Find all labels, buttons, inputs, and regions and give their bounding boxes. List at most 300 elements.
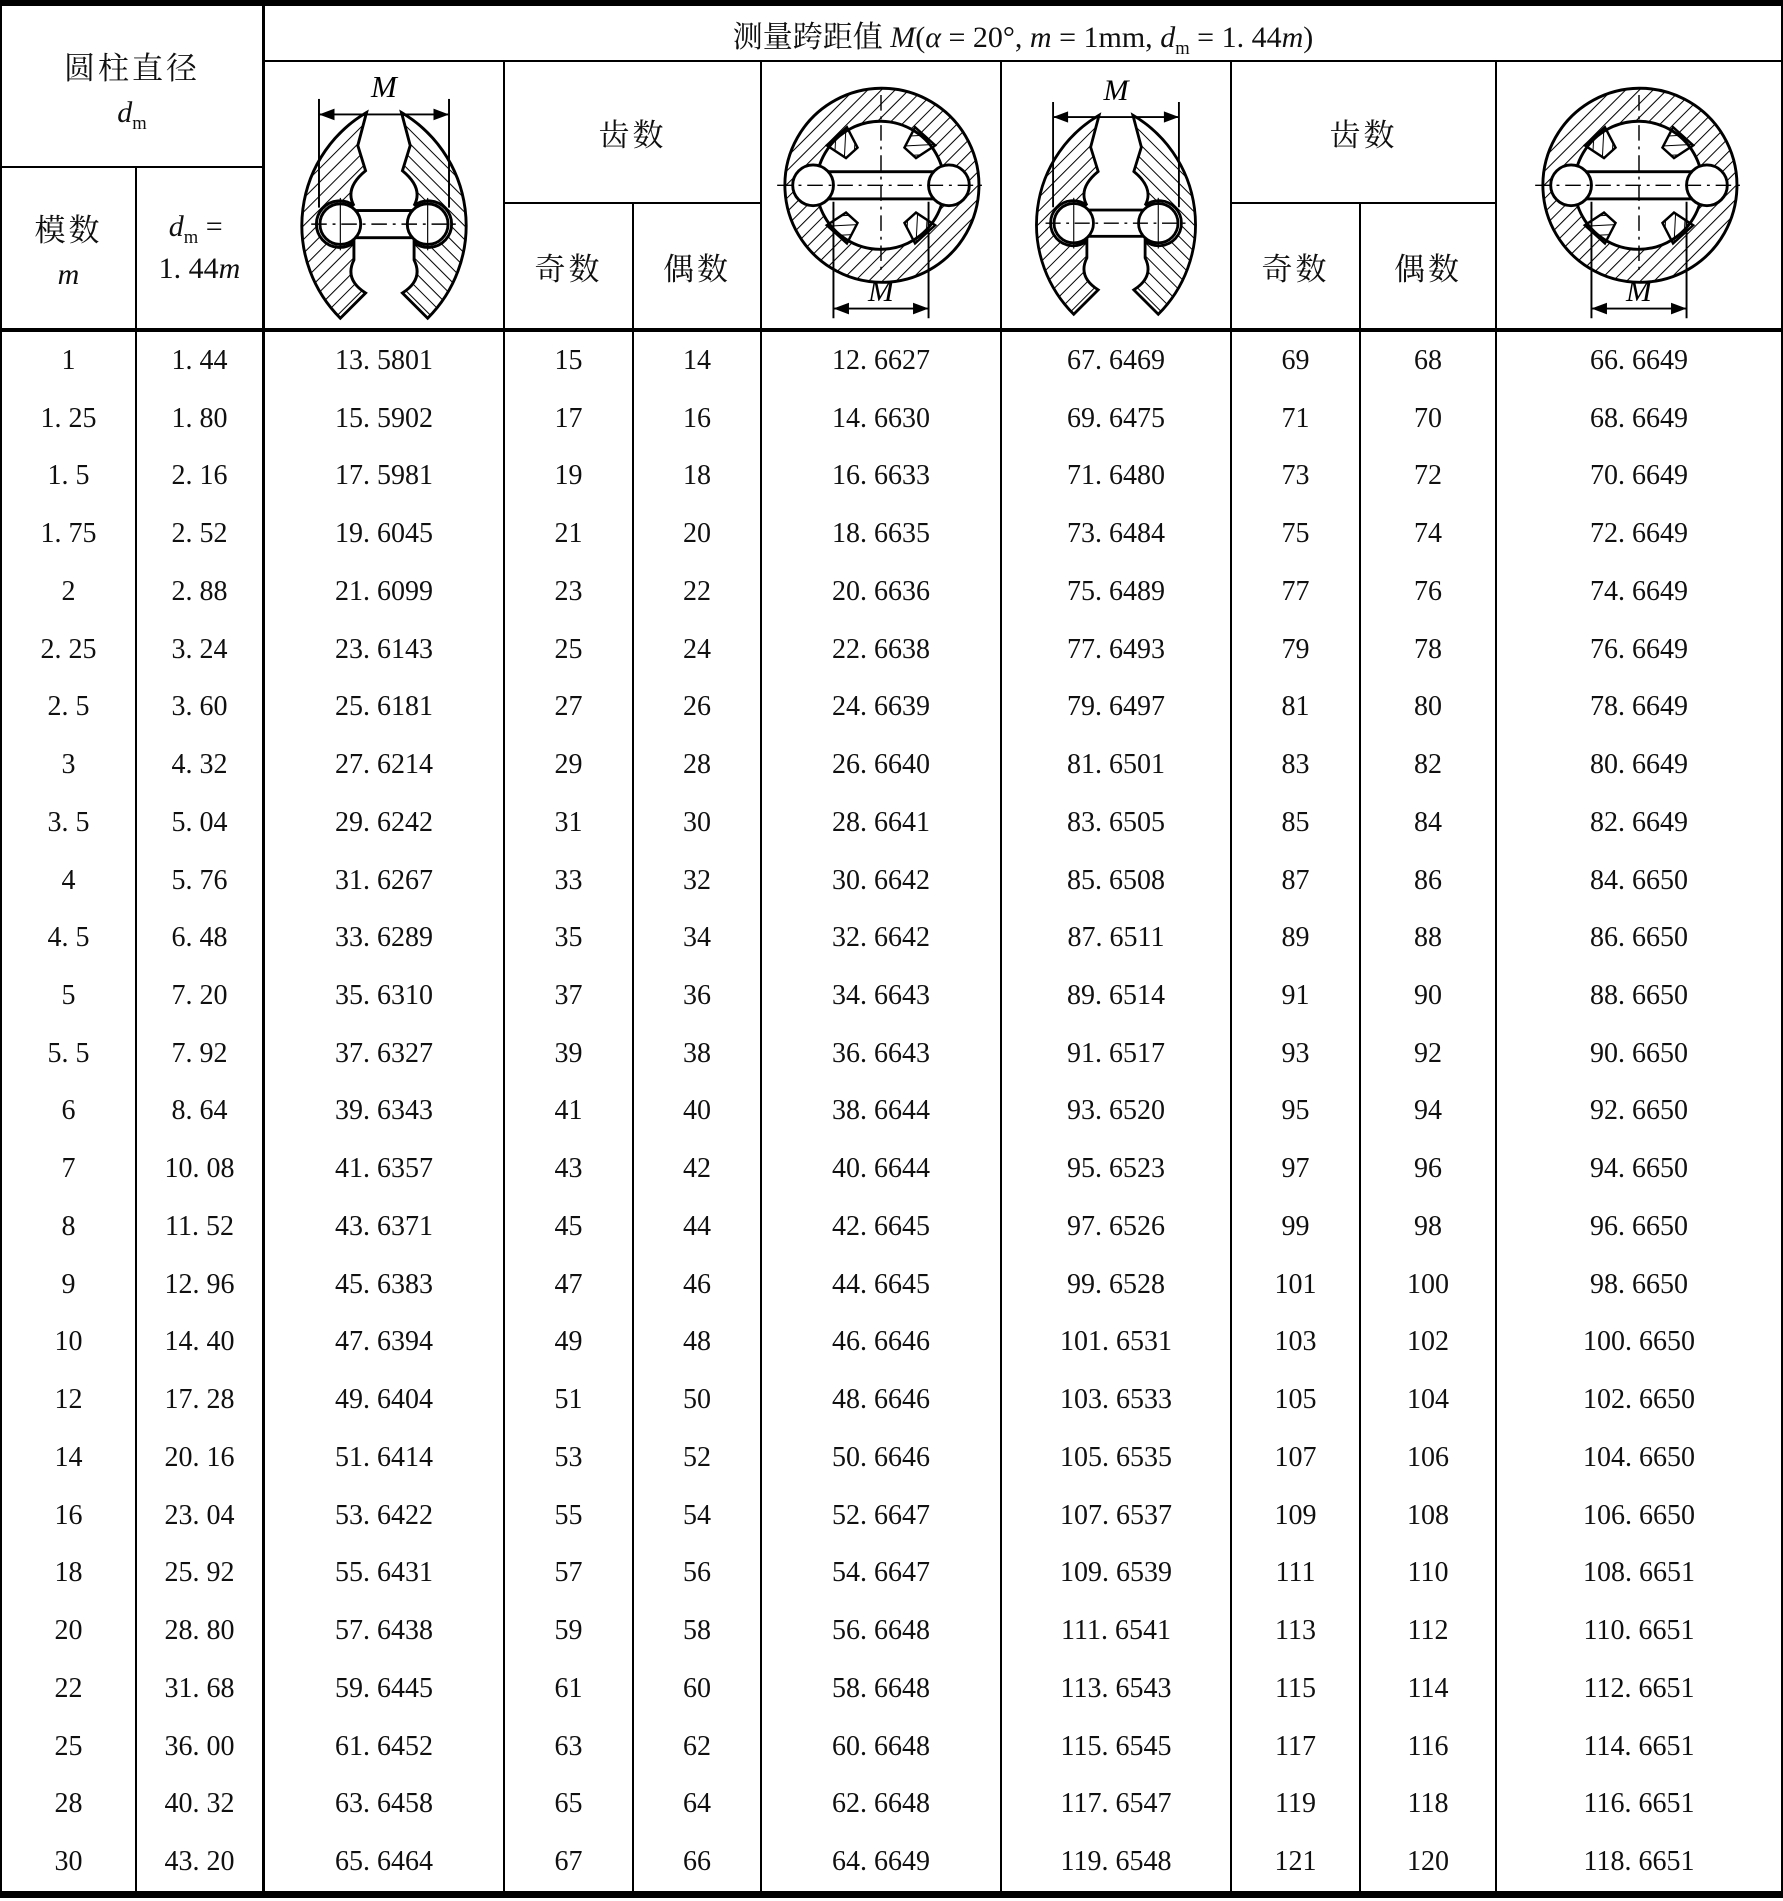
dm-formula-line2: 1. 44 m xyxy=(158,252,241,285)
table-title: 测量跨距值 M ( α = 20°, m = 1mm, d m = 1. 44 m ) xyxy=(265,6,1781,62)
cell-span-M-ext-2: 91. 6517 xyxy=(1002,1025,1232,1083)
cell-span-M-int-1: 20. 6636 xyxy=(762,563,1002,621)
cell-span-M-int-1: 40. 6644 xyxy=(762,1140,1002,1198)
dimension-M-label: M xyxy=(1626,272,1652,308)
cell-span-M-ext-1: 57. 6438 xyxy=(265,1602,505,1660)
cell-teeth-odd-2: 93 xyxy=(1232,1025,1361,1083)
cell-span-M-int-1: 54. 6647 xyxy=(762,1545,1002,1603)
cell-teeth-even-2: 74 xyxy=(1361,505,1497,563)
cell-cylinder-dm: 2. 52 xyxy=(137,505,265,563)
cell-teeth-odd-1: 23 xyxy=(505,563,634,621)
cell-cylinder-dm: 5. 04 xyxy=(137,794,265,852)
cell-teeth-odd-2: 91 xyxy=(1232,967,1361,1025)
header-teeth-count-right: 齿数 xyxy=(1232,62,1497,204)
cell-span-M-ext-1: 53. 6422 xyxy=(265,1487,505,1545)
cell-teeth-odd-2: 115 xyxy=(1232,1660,1361,1718)
cell-span-M-int-2: 76. 6649 xyxy=(1590,633,1688,665)
cell-teeth-odd-1: 31 xyxy=(505,794,634,852)
cell-teeth-even-2: 118 xyxy=(1361,1776,1497,1834)
diagram-external-gear-left xyxy=(265,62,505,332)
cell-cylinder-dm: 3. 24 xyxy=(137,621,265,679)
cell-teeth-odd-1: 45 xyxy=(505,1198,634,1256)
cell-span-M-ext-2: 75. 6489 xyxy=(1002,563,1232,621)
cell-span-M-ext-1: 41. 6357 xyxy=(265,1140,505,1198)
cell-teeth-even-2: 120 xyxy=(1361,1833,1497,1891)
cell-teeth-odd-2: 117 xyxy=(1232,1718,1361,1776)
cell-span-M-ext-2: 93. 6520 xyxy=(1002,1083,1232,1141)
cell-span-M-int-2: 66. 6649 xyxy=(1590,344,1688,376)
cell-span-M-int-2: 118. 6651 xyxy=(1583,1846,1695,1878)
cell-teeth-even-1: 64 xyxy=(634,1776,762,1834)
cell-modulus-m: 5. 5 xyxy=(2,1025,137,1083)
cell-modulus-m: 4 xyxy=(2,852,137,910)
header-even-right: 偶数 xyxy=(1361,204,1497,332)
cell-teeth-even-1: 42 xyxy=(634,1140,762,1198)
cell-teeth-even-2: 98 xyxy=(1361,1198,1497,1256)
dm-formula-line1: d m = xyxy=(168,210,231,248)
cell-span-M-int-2: 94. 6650 xyxy=(1590,1153,1688,1185)
cell-cylinder-dm: 14. 40 xyxy=(137,1314,265,1372)
dimension-M-label: M xyxy=(1103,73,1129,108)
module-symbol: m xyxy=(57,257,80,291)
cell-teeth-odd-1: 25 xyxy=(505,621,634,679)
cell-teeth-odd-1: 39 xyxy=(505,1025,634,1083)
cell-teeth-odd-2: 107 xyxy=(1232,1429,1361,1487)
cell-span-M-int-1: 44. 6645 xyxy=(762,1256,1002,1314)
cell-modulus-m: 1. 75 xyxy=(2,505,137,563)
cell-span-M-ext-1: 35. 6310 xyxy=(265,967,505,1025)
cell-span-M-int-2: 82. 6649 xyxy=(1590,806,1688,838)
cell-span-M-int-2: 74. 6649 xyxy=(1590,575,1688,607)
cell-modulus-m: 1. 5 xyxy=(2,447,137,505)
cell-modulus-m: 3. 5 xyxy=(2,794,137,852)
cell-teeth-odd-1: 57 xyxy=(505,1545,634,1603)
cell-teeth-even-2: 114 xyxy=(1361,1660,1497,1718)
cell-span-M-ext-1: 63. 6458 xyxy=(265,1776,505,1834)
cell-span-M-ext-2: 119. 6548 xyxy=(1002,1833,1232,1891)
cell-teeth-even-1: 36 xyxy=(634,967,762,1025)
cell-span-M-ext-2: 89. 6514 xyxy=(1002,967,1232,1025)
cell-cylinder-dm: 12. 96 xyxy=(137,1256,265,1314)
cell-span-M-int-1: 64. 6649 xyxy=(762,1833,1002,1891)
cell-teeth-odd-2: 81 xyxy=(1232,678,1361,736)
cell-teeth-even-1: 34 xyxy=(634,909,762,967)
cell-teeth-even-1: 40 xyxy=(634,1083,762,1141)
cell-span-M-int-2: 88. 6650 xyxy=(1590,980,1688,1011)
cell-span-M-ext-2: 103. 6533 xyxy=(1002,1371,1232,1429)
cell-teeth-even-2: 68 xyxy=(1361,332,1497,390)
cell-span-M-ext-1: 55. 6431 xyxy=(265,1545,505,1603)
cell-cylinder-dm: 5. 76 xyxy=(137,852,265,910)
cell-span-M-int-1: 28. 6641 xyxy=(762,794,1002,852)
cell-modulus-m: 20 xyxy=(2,1602,137,1660)
cell-span-M-int-2: 102. 6650 xyxy=(1583,1384,1695,1416)
cell-teeth-odd-1: 59 xyxy=(505,1602,634,1660)
cell-span-M-ext-1: 61. 6452 xyxy=(265,1718,505,1776)
header-module xyxy=(2,168,137,332)
cell-cylinder-dm: 11. 52 xyxy=(137,1198,265,1256)
cell-span-M-int-1: 60. 6648 xyxy=(762,1718,1002,1776)
cell-teeth-even-1: 62 xyxy=(634,1718,762,1776)
cell-teeth-odd-2: 79 xyxy=(1232,621,1361,679)
cell-teeth-odd-2: 121 xyxy=(1232,1833,1361,1891)
cell-span-M-int-2: 68. 6649 xyxy=(1590,402,1688,434)
cylinder-symbol: d m xyxy=(117,95,147,134)
cell-teeth-even-1: 38 xyxy=(634,1025,762,1083)
cell-teeth-odd-2: 75 xyxy=(1232,505,1361,563)
cell-teeth-odd-1: 65 xyxy=(505,1776,634,1834)
cell-teeth-even-1: 28 xyxy=(634,736,762,794)
cell-cylinder-dm: 1. 44 xyxy=(137,332,265,390)
cell-span-M-int-1: 62. 6648 xyxy=(762,1776,1002,1834)
cell-modulus-m: 3 xyxy=(2,736,137,794)
cell-teeth-odd-1: 47 xyxy=(505,1256,634,1314)
cell-span-M-int-2: 112. 6651 xyxy=(1583,1672,1695,1704)
cell-span-M-ext-1: 31. 6267 xyxy=(265,852,505,910)
cell-cylinder-dm: 36. 00 xyxy=(137,1718,265,1776)
cell-teeth-odd-2: 71 xyxy=(1232,390,1361,448)
var-d-subscript: m xyxy=(1175,38,1190,59)
cell-teeth-odd-1: 35 xyxy=(505,909,634,967)
cell-teeth-odd-2: 113 xyxy=(1232,1602,1361,1660)
cell-span-M-ext-2: 81. 6501 xyxy=(1002,736,1232,794)
cell-span-M-ext-2: 107. 6537 xyxy=(1002,1487,1232,1545)
cell-span-M-int-1: 46. 6646 xyxy=(762,1314,1002,1372)
cell-modulus-m: 4. 5 xyxy=(2,909,137,967)
cell-teeth-odd-2: 101 xyxy=(1232,1256,1361,1314)
var-M: M xyxy=(890,21,916,54)
diagram-internal-gear-left xyxy=(762,62,1002,332)
cell-span-M-int-2: 106. 6650 xyxy=(1583,1499,1695,1531)
cell-span-M-ext-1: 39. 6343 xyxy=(265,1083,505,1141)
cell-teeth-odd-2: 103 xyxy=(1232,1314,1361,1372)
cell-cylinder-dm: 7. 92 xyxy=(137,1025,265,1083)
cell-teeth-even-1: 30 xyxy=(634,794,762,852)
cell-teeth-odd-1: 67 xyxy=(505,1833,634,1891)
cell-modulus-m: 16 xyxy=(2,1487,137,1545)
cell-span-M-ext-2: 113. 6543 xyxy=(1002,1660,1232,1718)
cell-teeth-even-1: 48 xyxy=(634,1314,762,1372)
cell-teeth-even-2: 72 xyxy=(1361,447,1497,505)
cell-span-M-ext-1: 23. 6143 xyxy=(265,621,505,679)
cell-cylinder-dm: 2. 88 xyxy=(137,563,265,621)
cell-modulus-m: 7 xyxy=(2,1140,137,1198)
cell-span-M-ext-2: 73. 6484 xyxy=(1002,505,1232,563)
cell-span-M-ext-1: 19. 6045 xyxy=(265,505,505,563)
cell-span-M-ext-2: 105. 6535 xyxy=(1002,1429,1232,1487)
cell-span-M-ext-1: 37. 6327 xyxy=(265,1025,505,1083)
cell-teeth-odd-1: 41 xyxy=(505,1083,634,1141)
cell-teeth-even-2: 96 xyxy=(1361,1140,1497,1198)
cell-span-M-int-1: 38. 6644 xyxy=(762,1083,1002,1141)
module-label: 模数 xyxy=(34,212,103,248)
cell-teeth-odd-1: 61 xyxy=(505,1660,634,1718)
cell-teeth-odd-1: 15 xyxy=(505,332,634,390)
cell-teeth-even-1: 52 xyxy=(634,1429,762,1487)
cell-teeth-even-2: 106 xyxy=(1361,1429,1497,1487)
cell-teeth-odd-2: 69 xyxy=(1232,332,1361,390)
cell-teeth-odd-2: 109 xyxy=(1232,1487,1361,1545)
cell-span-M-int-2: 96. 6650 xyxy=(1590,1210,1688,1242)
cell-span-M-int-2: 92. 6650 xyxy=(1590,1095,1688,1127)
cell-span-M-ext-1: 25. 6181 xyxy=(265,678,505,736)
cell-teeth-even-1: 18 xyxy=(634,447,762,505)
cell-span-M-int-2: 90. 6650 xyxy=(1590,1037,1688,1069)
cell-modulus-m: 6 xyxy=(2,1083,137,1141)
header-odd-left: 奇数 xyxy=(505,204,634,332)
cell-teeth-odd-1: 17 xyxy=(505,390,634,448)
cell-span-M-int-1: 22. 6638 xyxy=(762,621,1002,679)
cell-span-M-int-1: 14. 6630 xyxy=(762,390,1002,448)
cell-span-M-ext-2: 69. 6475 xyxy=(1002,390,1232,448)
cell-span-M-int-2: 116. 6651 xyxy=(1583,1788,1695,1820)
cell-span-M-int-2: 70. 6649 xyxy=(1590,460,1688,492)
cell-teeth-even-1: 44 xyxy=(634,1198,762,1256)
cell-cylinder-dm: 43. 20 xyxy=(137,1833,265,1891)
cell-span-M-int-1: 24. 6639 xyxy=(762,678,1002,736)
cell-teeth-odd-2: 105 xyxy=(1232,1371,1361,1429)
cell-span-M-ext-1: 45. 6383 xyxy=(265,1256,505,1314)
cell-teeth-even-2: 84 xyxy=(1361,794,1497,852)
cell-teeth-even-2: 78 xyxy=(1361,621,1497,679)
header-dm-formula xyxy=(137,168,265,332)
cell-modulus-m: 5 xyxy=(2,967,137,1025)
cell-teeth-even-2: 90 xyxy=(1361,967,1497,1025)
cell-span-M-int-1: 36. 6643 xyxy=(762,1025,1002,1083)
cell-teeth-odd-2: 97 xyxy=(1232,1140,1361,1198)
cell-teeth-odd-1: 49 xyxy=(505,1314,634,1372)
cell-span-M-ext-1: 43. 6371 xyxy=(265,1198,505,1256)
cell-span-M-int-2: 100. 6650 xyxy=(1583,1326,1695,1358)
cell-teeth-even-2: 82 xyxy=(1361,736,1497,794)
cell-teeth-even-2: 92 xyxy=(1361,1025,1497,1083)
cell-teeth-even-1: 60 xyxy=(634,1660,762,1718)
cell-teeth-even-1: 16 xyxy=(634,390,762,448)
cell-span-M-ext-1: 15. 5902 xyxy=(265,390,505,448)
cell-span-M-ext-1: 65. 6464 xyxy=(265,1833,505,1891)
dimension-M-label: M xyxy=(371,68,397,104)
diagram-internal-gear-right xyxy=(1497,62,1781,332)
cell-span-M-int-1: 12. 6627 xyxy=(762,332,1002,390)
cell-span-M-ext-1: 33. 6289 xyxy=(265,909,505,967)
external-gear-pins-diagram xyxy=(1008,64,1224,326)
cell-modulus-m: 2. 5 xyxy=(2,678,137,736)
cell-teeth-even-2: 88 xyxy=(1361,909,1497,967)
cell-span-M-ext-2: 83. 6505 xyxy=(1002,794,1232,852)
cell-teeth-even-2: 70 xyxy=(1361,390,1497,448)
var-m: m xyxy=(1029,21,1052,54)
cell-span-M-ext-2: 95. 6523 xyxy=(1002,1140,1232,1198)
cell-span-M-int-1: 30. 6642 xyxy=(762,852,1002,910)
cell-teeth-even-2: 80 xyxy=(1361,678,1497,736)
header-odd-right: 奇数 xyxy=(1232,204,1361,332)
cell-span-M-ext-2: 85. 6508 xyxy=(1002,852,1232,910)
cell-modulus-m: 28 xyxy=(2,1776,137,1834)
cell-span-M-int-1: 48. 6646 xyxy=(762,1371,1002,1429)
header-even-left: 偶数 xyxy=(634,204,762,332)
cell-modulus-m: 1 xyxy=(2,332,137,390)
cell-modulus-m: 30 xyxy=(2,1833,137,1891)
cell-teeth-odd-1: 19 xyxy=(505,447,634,505)
cell-span-M-int-1: 42. 6645 xyxy=(762,1198,1002,1256)
cell-teeth-even-2: 100 xyxy=(1361,1256,1497,1314)
cell-span-M-int-1: 18. 6635 xyxy=(762,505,1002,563)
cell-teeth-odd-1: 21 xyxy=(505,505,634,563)
cell-span-M-int-1: 56. 6648 xyxy=(762,1602,1002,1660)
cell-teeth-even-1: 46 xyxy=(634,1256,762,1314)
cell-modulus-m: 10 xyxy=(2,1314,137,1372)
cell-teeth-even-1: 26 xyxy=(634,678,762,736)
cell-span-M-int-1: 26. 6640 xyxy=(762,736,1002,794)
cell-teeth-odd-2: 89 xyxy=(1232,909,1361,967)
cell-modulus-m: 18 xyxy=(2,1545,137,1603)
cell-teeth-odd-2: 99 xyxy=(1232,1198,1361,1256)
header-teeth-count-left: 齿数 xyxy=(505,62,762,204)
internal-gear-pins-diagram xyxy=(1527,64,1751,326)
cell-span-M-ext-2: 115. 6545 xyxy=(1002,1718,1232,1776)
cell-teeth-odd-1: 29 xyxy=(505,736,634,794)
cell-cylinder-dm: 6. 48 xyxy=(137,909,265,967)
cell-span-M-int-1: 16. 6633 xyxy=(762,447,1002,505)
cell-span-M-ext-1: 21. 6099 xyxy=(265,563,505,621)
cell-teeth-even-2: 112 xyxy=(1361,1602,1497,1660)
cell-teeth-odd-1: 37 xyxy=(505,967,634,1025)
title-text: 测量跨距值 xyxy=(732,21,891,54)
cell-span-M-int-2: 114. 6651 xyxy=(1583,1730,1695,1762)
cell-teeth-even-2: 102 xyxy=(1361,1314,1497,1372)
cell-teeth-odd-1: 27 xyxy=(505,678,634,736)
cell-span-M-ext-2: 67. 6469 xyxy=(1002,332,1232,390)
cell-teeth-even-1: 54 xyxy=(634,1487,762,1545)
cell-span-M-int-1: 34. 6643 xyxy=(762,967,1002,1025)
cell-teeth-odd-2: 77 xyxy=(1232,563,1361,621)
cell-teeth-odd-1: 43 xyxy=(505,1140,634,1198)
cell-span-M-int-1: 58. 6648 xyxy=(762,1660,1002,1718)
cell-cylinder-dm: 17. 28 xyxy=(137,1371,265,1429)
cell-span-M-int-2: 84. 6650 xyxy=(1590,864,1688,896)
cell-modulus-m: 2. 25 xyxy=(2,621,137,679)
cell-span-M-ext-2: 97. 6526 xyxy=(1002,1198,1232,1256)
cell-teeth-odd-2: 119 xyxy=(1232,1776,1361,1834)
cell-teeth-odd-1: 55 xyxy=(505,1487,634,1545)
cell-cylinder-dm: 28. 80 xyxy=(137,1602,265,1660)
cell-teeth-odd-1: 63 xyxy=(505,1718,634,1776)
cell-span-M-ext-2: 109. 6539 xyxy=(1002,1545,1232,1603)
cell-cylinder-dm: 4. 32 xyxy=(137,736,265,794)
cell-teeth-even-2: 108 xyxy=(1361,1487,1497,1545)
cell-span-M-int-2: 110. 6651 xyxy=(1583,1615,1695,1647)
cell-teeth-even-2: 116 xyxy=(1361,1718,1497,1776)
cell-teeth-even-2: 76 xyxy=(1361,563,1497,621)
var-d: d xyxy=(1160,21,1176,54)
cell-teeth-even-1: 24 xyxy=(634,621,762,679)
cell-teeth-even-1: 56 xyxy=(634,1545,762,1603)
cell-span-M-ext-1: 29. 6242 xyxy=(265,794,505,852)
cell-teeth-even-1: 22 xyxy=(634,563,762,621)
cell-teeth-even-2: 94 xyxy=(1361,1083,1497,1141)
cell-span-M-ext-1: 17. 5981 xyxy=(265,447,505,505)
cell-span-M-ext-1: 27. 6214 xyxy=(265,736,505,794)
cell-span-M-ext-1: 51. 6414 xyxy=(265,1429,505,1487)
cell-teeth-odd-1: 53 xyxy=(505,1429,634,1487)
cell-modulus-m: 22 xyxy=(2,1660,137,1718)
cell-span-M-ext-2: 117. 6547 xyxy=(1002,1776,1232,1834)
cell-modulus-m: 8 xyxy=(2,1198,137,1256)
cell-span-M-ext-2: 101. 6531 xyxy=(1002,1314,1232,1372)
cell-teeth-even-1: 20 xyxy=(634,505,762,563)
cell-span-M-ext-1: 13. 5801 xyxy=(265,332,505,390)
external-gear-pins-diagram xyxy=(272,64,496,326)
cell-modulus-m: 25 xyxy=(2,1718,137,1776)
header-cylinder-diameter xyxy=(2,6,265,168)
cell-span-M-int-2: 98. 6650 xyxy=(1590,1268,1688,1300)
cell-span-M-ext-2: 99. 6528 xyxy=(1002,1256,1232,1314)
cell-cylinder-dm: 40. 32 xyxy=(137,1776,265,1834)
cell-span-M-int-2: 72. 6649 xyxy=(1590,518,1688,550)
cell-teeth-odd-1: 51 xyxy=(505,1371,634,1429)
cell-modulus-m: 12 xyxy=(2,1371,137,1429)
cell-span-M-int-2: 108. 6651 xyxy=(1583,1557,1695,1589)
cell-cylinder-dm: 8. 64 xyxy=(137,1083,265,1141)
cylinder-label: 圆柱直径 xyxy=(64,50,200,86)
cell-span-M-int-2: 104. 6650 xyxy=(1583,1441,1695,1473)
cell-span-M-int-2: 78. 6649 xyxy=(1590,691,1688,723)
cell-span-M-int-2: 80. 6649 xyxy=(1590,749,1688,781)
cell-span-M-ext-2: 111. 6541 xyxy=(1002,1602,1232,1660)
cell-teeth-even-2: 104 xyxy=(1361,1371,1497,1429)
cell-teeth-even-1: 58 xyxy=(634,1602,762,1660)
cell-span-M-int-1: 32. 6642 xyxy=(762,909,1002,967)
cell-teeth-odd-2: 83 xyxy=(1232,736,1361,794)
cell-teeth-odd-1: 33 xyxy=(505,852,634,910)
cell-modulus-m: 2 xyxy=(2,563,137,621)
cell-modulus-m: 9 xyxy=(2,1256,137,1314)
cell-teeth-odd-2: 111 xyxy=(1232,1545,1361,1603)
cell-teeth-odd-2: 87 xyxy=(1232,852,1361,910)
cell-span-M-ext-2: 79. 6497 xyxy=(1002,678,1232,736)
cell-cylinder-dm: 20. 16 xyxy=(137,1429,265,1487)
cell-modulus-m: 1. 25 xyxy=(2,390,137,448)
cell-span-M-int-1: 52. 6647 xyxy=(762,1487,1002,1545)
cell-teeth-even-2: 110 xyxy=(1361,1545,1497,1603)
internal-gear-pins-diagram xyxy=(769,64,993,326)
dimension-M-label: M xyxy=(868,272,894,308)
cell-span-M-ext-1: 47. 6394 xyxy=(265,1314,505,1372)
cell-modulus-m: 14 xyxy=(2,1429,137,1487)
cell-teeth-even-1: 14 xyxy=(634,332,762,390)
cell-span-M-ext-1: 59. 6445 xyxy=(265,1660,505,1718)
cell-span-M-ext-2: 77. 6493 xyxy=(1002,621,1232,679)
cell-teeth-even-1: 32 xyxy=(634,852,762,910)
cell-span-M-ext-2: 87. 6511 xyxy=(1002,909,1232,967)
cell-cylinder-dm: 31. 68 xyxy=(137,1660,265,1718)
cell-cylinder-dm: 3. 60 xyxy=(137,678,265,736)
cell-teeth-even-1: 50 xyxy=(634,1371,762,1429)
cell-span-M-ext-1: 49. 6404 xyxy=(265,1371,505,1429)
cell-cylinder-dm: 10. 08 xyxy=(137,1140,265,1198)
cell-teeth-even-2: 86 xyxy=(1361,852,1497,910)
cell-teeth-odd-2: 85 xyxy=(1232,794,1361,852)
diagram-external-gear-right xyxy=(1002,62,1232,332)
cell-span-M-int-2: 86. 6650 xyxy=(1590,922,1688,954)
cell-span-M-int-1: 50. 6646 xyxy=(762,1429,1002,1487)
cell-teeth-odd-2: 95 xyxy=(1232,1083,1361,1141)
cell-span-M-ext-2: 71. 6480 xyxy=(1002,447,1232,505)
cell-cylinder-dm: 7. 20 xyxy=(137,967,265,1025)
cell-teeth-odd-2: 73 xyxy=(1232,447,1361,505)
cell-cylinder-dm: 1. 80 xyxy=(137,390,265,448)
cell-cylinder-dm: 25. 92 xyxy=(137,1545,265,1603)
